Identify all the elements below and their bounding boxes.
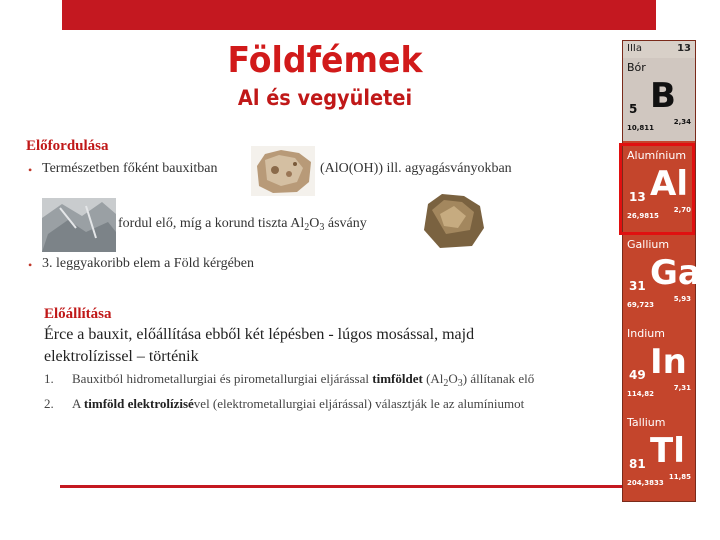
element-cell-tallium: Tallium Tl 81 204,3833 11,85 (627, 416, 691, 487)
bullet-icon: • (28, 163, 33, 177)
element-cell-boron: Bór B 5 10,811 2,34 (623, 58, 695, 141)
occurrence-line3: 3. leggyakoribb elem a Föld kérgében (42, 256, 255, 271)
element-cell-aluminium: Alumínium Al 13 26,9815 2,70 (627, 149, 691, 220)
page-title: Földfémek (227, 40, 423, 81)
occurrence-heading: Előfordulása (26, 138, 109, 154)
bullet-icon: • (28, 258, 33, 272)
group-header: IIIa 13 (623, 41, 695, 58)
occurrence-line2: fordul elő, míg a korund tiszta $Al_2O_3$ ásvány (118, 216, 367, 233)
top-accent-bar (62, 0, 656, 30)
bottom-accent-line (60, 485, 622, 488)
production-steps (44, 370, 584, 415)
corundum-crystal-image (418, 190, 490, 250)
list-item: 2. A timföld elektrolízisével (elektrometallurgiai eljárással) választják le az alumíniumot (44, 396, 525, 411)
production-text: Érce a bauxit, előállítása ebből két lépésben - lúgos mosással, majd elektrolízissel – történik (44, 326, 475, 365)
element-cell-gallium: Gallium Ga 31 69,723 5,93 (627, 238, 701, 309)
bauxite-image (251, 146, 315, 196)
occurrence-line1-a: Természetben főként bauxitban (42, 161, 218, 176)
periodic-table-group (622, 40, 701, 502)
list-item: 1. Bauxitból hidrometallurgiai és pirometallurgiai eljárással timföldet $(Al_2O_3)$ állítanak elő (44, 371, 535, 389)
aluminium-highlight-frame (619, 143, 695, 235)
page-subtitle: Al és vegyületei (237, 86, 413, 110)
corundum-rock-image (42, 198, 116, 252)
occurrence-line1-b: (AlO(OH)) ill. agyagásványokban (320, 161, 512, 176)
production-heading: Előállítása (44, 306, 112, 322)
element-cell-indium: Indium In 49 114,82 7,31 (627, 327, 691, 398)
